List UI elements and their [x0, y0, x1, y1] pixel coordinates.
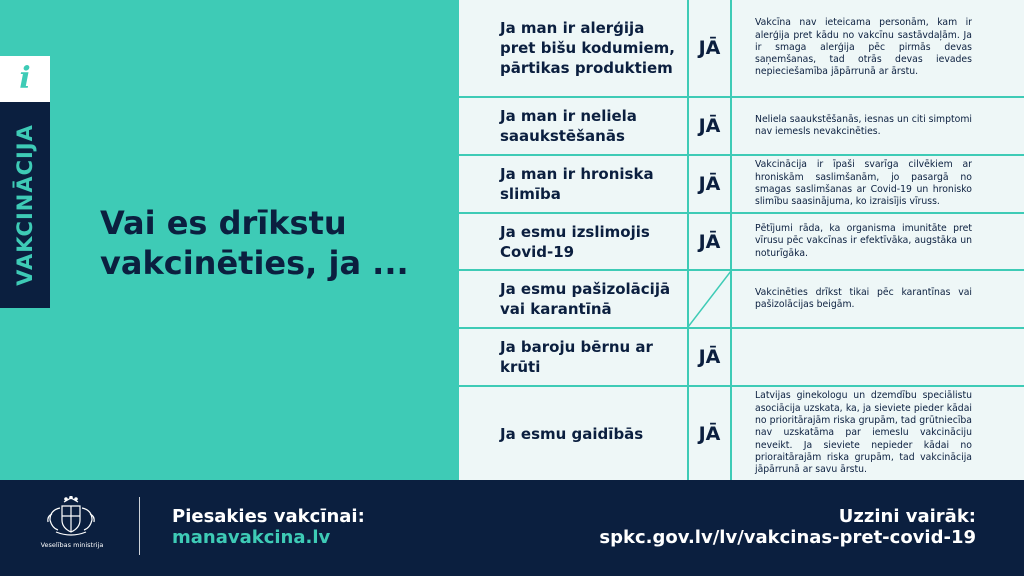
register-label: Piesakies vakcīnai:: [172, 506, 365, 527]
row-note: [731, 329, 1024, 385]
row-question: Ja esmu izslimojis Covid-19: [500, 222, 650, 261]
row-note: Latvijas ginekologu un dzemdību speciālistu asociācija uzskata, ka, ja sieviete pieder kādai no prioritārajām riska grupām, tad grūtniecība nav uzskatāma par iemeslu vakcināciju neveikt. Ja sieviete nepieder kādai no prioraitārajām riska grupām, tad vakcinācija jāpārrunā ar savu ārstu.: [755, 390, 972, 476]
table-row: [459, 0, 1024, 98]
row-answer: JĀ: [698, 37, 721, 59]
row-note: Vakcinēties drīkst tikai pēc karantīnas vai pašizolācijas beigām.: [755, 286, 972, 310]
vertical-label: VAKCINĀCIJA: [13, 124, 38, 286]
left-panel: [0, 0, 459, 480]
row-question: Ja man ir neliela saaukstēšanās: [500, 107, 637, 145]
ministry-label: Veselības ministrija: [40, 541, 104, 549]
row-question: Ja man ir hroniska slimība: [500, 165, 654, 203]
register-link[interactable]: manavakcina.lv: [172, 527, 331, 548]
table-row: [459, 98, 1024, 156]
diagonal-slash: [688, 271, 731, 327]
table-row: [459, 214, 1024, 271]
row-question: Ja esmu gaidībās: [500, 424, 644, 443]
headline: Vai es drīkstu vakcinēties, ja ...: [100, 204, 409, 282]
eligibility-table: [459, 0, 1024, 480]
learn-more-link[interactable]: spkc.gov.lv/lv/vakcinas-pret-covid-19: [599, 527, 976, 548]
table-row: [459, 271, 1024, 329]
row-answer: JĀ: [698, 115, 721, 137]
table-row: [459, 156, 1024, 214]
row-note: Vakcīna nav ieteicama personām, kam ir alerģija pret kādu no vakcīnu sastāvdaļām. Ja ir smaga alerģija pēc pirmās devas saņemšanas, tad otrās devas ievades nepieciešamība jāpārrunā ar ārstu.: [755, 17, 972, 78]
info-badge: [0, 56, 50, 102]
learn-more-label: Uzzini vairāk:: [838, 506, 976, 527]
row-answer: JĀ: [698, 346, 721, 368]
vertical-band: [0, 102, 50, 308]
row-note: Pētījumi rāda, ka organisma imunitāte pret vīrusu pēc vakcīnas ir efektīvāka, augstāka un noturīgāka.: [755, 223, 972, 259]
row-answer: JĀ: [698, 230, 721, 253]
table-row: [459, 329, 1024, 387]
table-row: [459, 387, 1024, 480]
row-note: Vakcinācija ir īpaši svarīga cilvēkiem ar hroniskām saslimšanām, jo pasargā no smagas saslimšanas ar Covid-19 un hronisko slimību saasinājuma, ko izraisījis vīruss.: [755, 159, 972, 208]
column-divider: [687, 0, 689, 480]
column-divider: [730, 0, 732, 480]
coat-of-arms-icon: [42, 496, 100, 538]
row-answer: JĀ: [698, 173, 721, 195]
info-icon: i: [19, 61, 31, 96]
row-question: Ja man ir alerģija pret bišu kodumiem, pārtikas produktiem: [500, 19, 675, 77]
row-answer-empty: [688, 271, 731, 327]
footer-divider: [139, 497, 140, 555]
row-note: Neliela saaukstēšanās, iesnas un citi simptomi nav iemesls nevakcinēties.: [755, 113, 972, 137]
row-question: Ja esmu pašizolācijā vai karantīnā: [500, 280, 671, 318]
row-question: Ja baroju bērnu ar krūti: [500, 338, 653, 376]
row-answer: JĀ: [698, 422, 721, 445]
